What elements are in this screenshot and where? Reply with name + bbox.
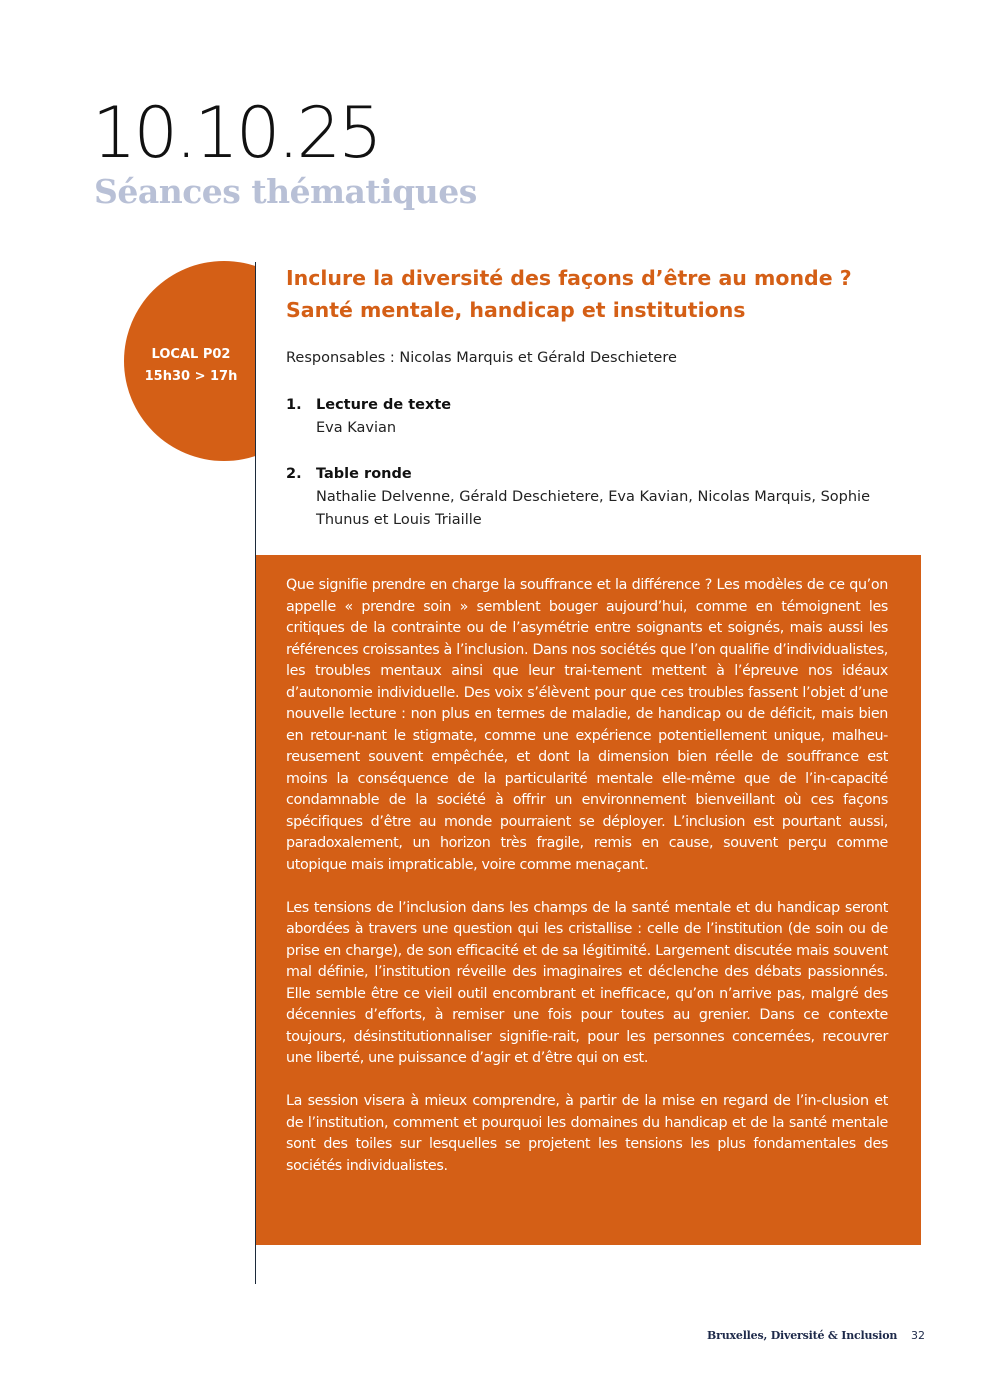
program-item-people: Eva Kavian (316, 420, 397, 436)
page-footer (707, 1326, 925, 1345)
abstract-paragraph: Que signifie prendre en charge la souffrance et la différence ? Les modèles de ce qu’on appelle « prendre soin » semblent bouger aujourd’hui, comme en témoignent les critiques de la contrainte ou de l’asymétrie entre soignants et soignés, mais aussi les références croissantes à l’inclusion. Dans nos sociétés que l’on qualifie d’individualistes, les troubles mentaux ainsi que leur trai-tement mettent à l’épreuve nos idéaux d’autonomie individuelle. Des voix s’élèvent pour que ces troubles fassent l’objet d’une nouvelle lecture : non plus en termes de maladie, de handicap ou de déficit, mais bien en retour-nant le stigmate, comme une expérience potentiellement unique, malheu-reusement souvent empêchée, et dont la dimension bien réelle de souffrance est moins la conséquence de la particularité mentale elle-même que de l’in-capacité condamnable de la société à offrir un environnement bienveillant où ces façons spécifiques d’être au monde pourraient se déployer. L’inclusion est pourtant aussi, paradoxalement, un horizon très fragile, remis en cause, souvent perçu comme utopique mais impraticable, voire comme menaçant. (286, 577, 888, 873)
session-responsables: Responsables : Nicolas Marquis et Gérald Deschietere (286, 350, 677, 366)
program-item (286, 394, 906, 440)
section-title: Séances thématiques (94, 172, 477, 211)
session-time: 15h30 > 17h (144, 369, 238, 384)
program-item (286, 463, 906, 532)
program-item-number: 1. (286, 397, 302, 413)
program-list (286, 394, 906, 555)
program-item-people: Nathalie Delvenne, Gérald Deschietere, Eva Kavian, Nicolas Marquis, Sophie Thunus et Louis Triaille (316, 489, 870, 528)
abstract-paragraph: La session visera à mieux comprendre, à partir de la mise en regard de l’in-clusion et de l’institution, comment et pourquoi les domaines du handicap et de la santé mentale sont des toiles sur lesquelles se projetent les tensions les plus fondamentales des sociétés individualistes. (286, 1093, 888, 1174)
abstract-paragraph: Les tensions de l’inclusion dans les champs de la santé mentale et du handicap seront abordées à travers une question qui les cristallise : celle de l’institution (de soin ou de prise en charge), de son efficacité et de sa légitimité. Largement discutée mais souvent mal définie, l’institution réveille des imaginaires et déclenche des débats passionnés. Elle semble être ce vieil outil encombrant et inefficace, qu’on n’arrive pas, malgré des décennies d’efforts, à remiser une fois pour toutes au grenier. Dans ce contexte toujours, désinstitutionnaliser signifie-rait, pour les personnes concernées, recouvrer une liberté, une puissance d’agir et d’être qui on est. (286, 899, 888, 1066)
session-title-line-1: Inclure la diversité des façons d’être au monde ? (286, 266, 852, 290)
program-item-title: Lecture de texte (316, 397, 452, 413)
program-item-title: Table ronde (316, 466, 412, 482)
page-number: 32 (911, 1329, 925, 1342)
session-title (286, 262, 906, 326)
program-item-number: 2. (286, 466, 302, 482)
session-title-line-2: Santé mentale, handicap et institutions (286, 298, 746, 322)
session-location: LOCAL P02 (151, 347, 231, 362)
page-date: 10.10.25 (92, 92, 380, 174)
session-badge-text (130, 344, 252, 388)
footer-publication: Bruxelles, Diversité & Inclusion (707, 1329, 898, 1342)
abstract-text (286, 575, 888, 1199)
